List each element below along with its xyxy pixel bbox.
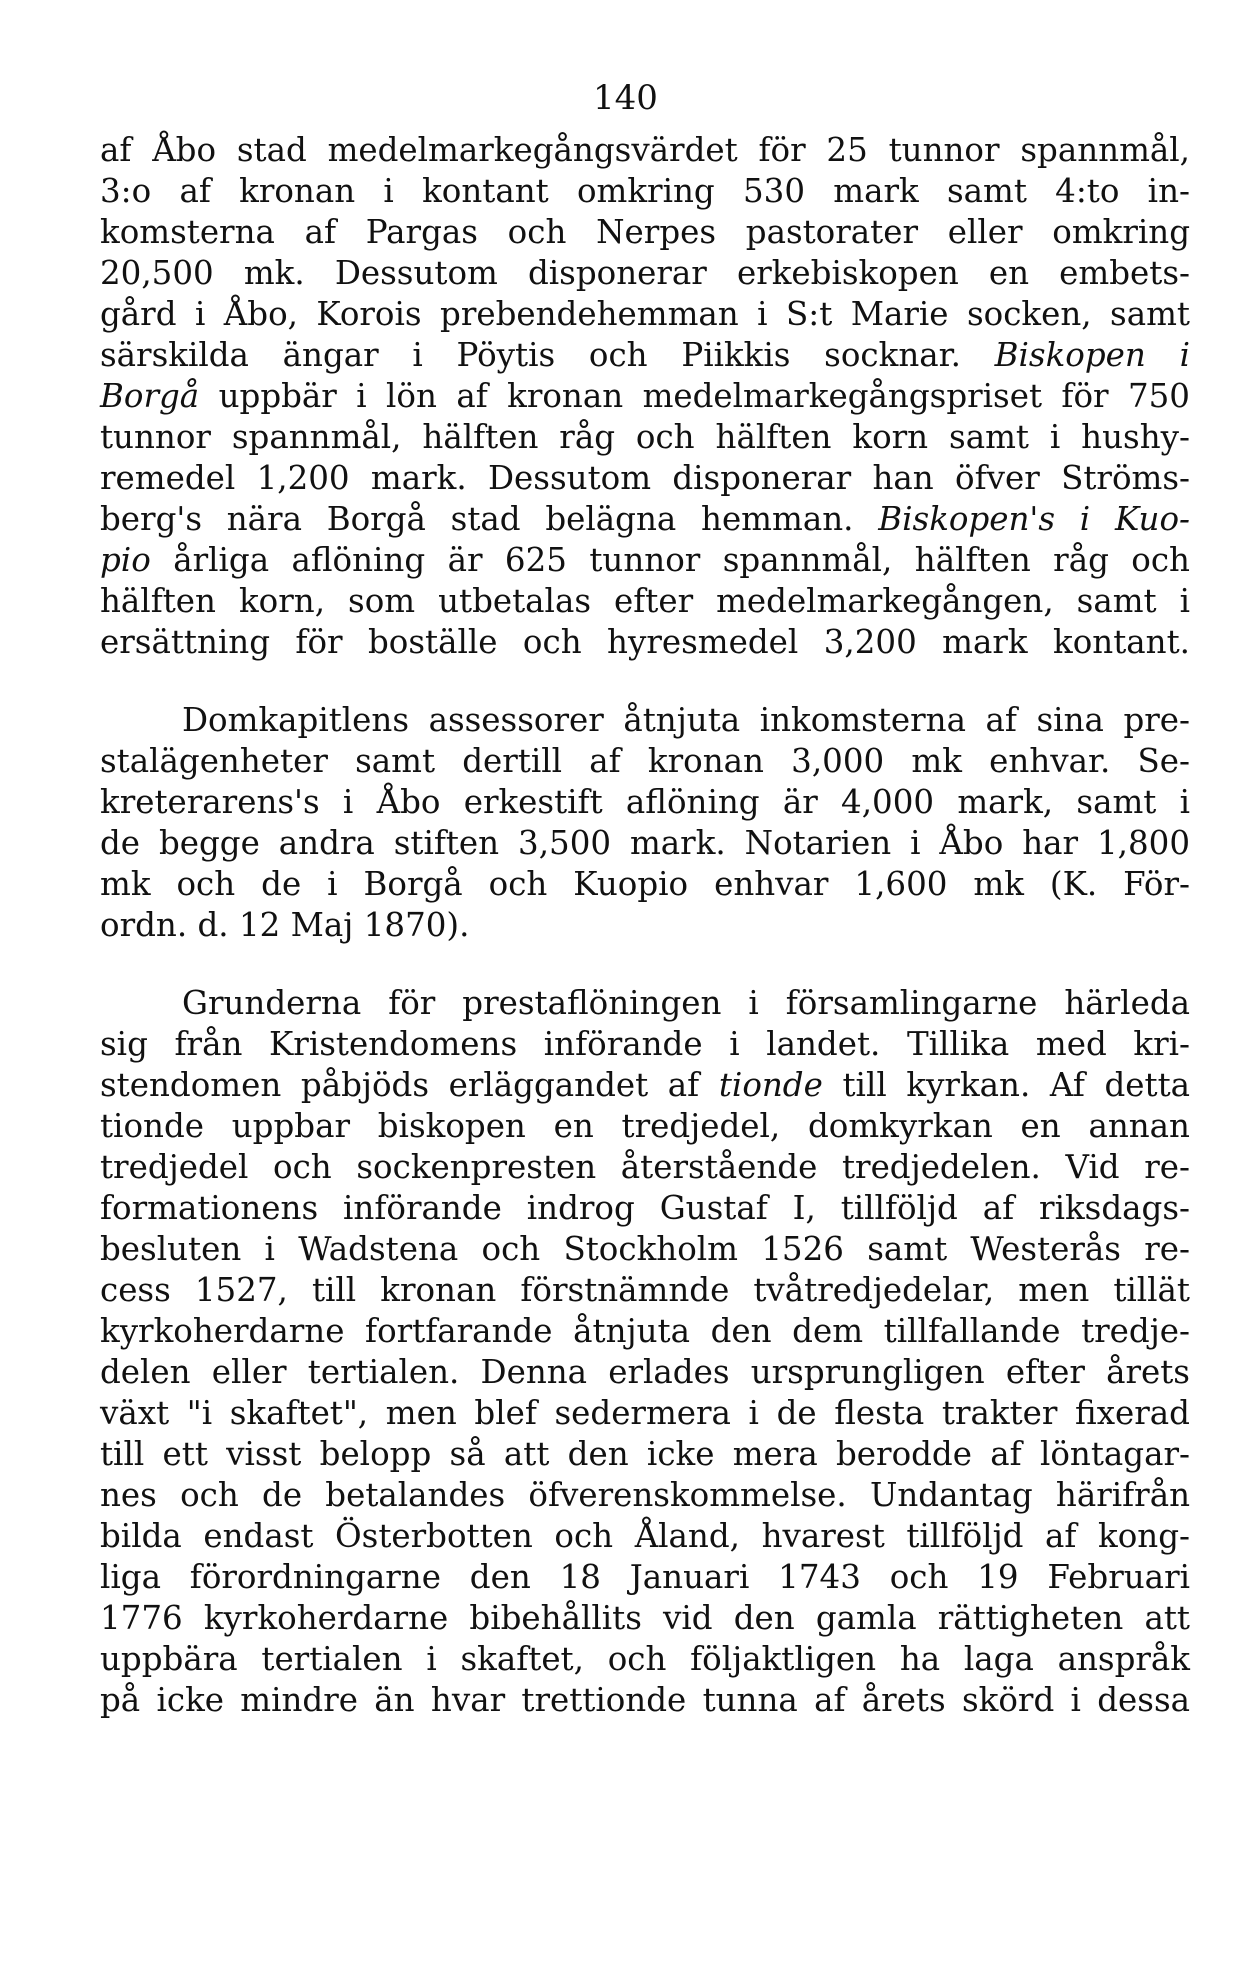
text-line: nes och de betalandes öfverenskommelse. Undantag härifrån [100, 1476, 1190, 1514]
text-line: liga förordningarne den 18 Januari 1743 och 19 Februari [100, 1558, 1190, 1596]
text-line: besluten i Wadstena och Stockholm 1526 samt Westerås re- [100, 1230, 1190, 1268]
text-line: komsterna af Pargas och Nerpes pastorater eller omkring [100, 213, 1190, 251]
text-line [100, 497, 1190, 541]
text-line: remedel 1,200 mark. Dessutom disponerar han öfver Ströms- [100, 459, 1190, 497]
italic-term: Biskopen i [994, 336, 1190, 374]
text-line: cess 1527, till kronan förstnämnde tvåtredjedelar, men tillät [100, 1271, 1190, 1309]
text-line [100, 538, 1190, 582]
text-run: stendomen påbjöds erläggandet af [100, 1066, 700, 1104]
page-number: 140 [593, 78, 658, 118]
text-run: till kyrkan. Af detta [842, 1066, 1191, 1104]
text-run: berg's nära Borgå stad belägna hemman. [100, 500, 854, 538]
text-line: på icke mindre än hvar trettionde tunna af årets skörd i dessa [100, 1681, 1190, 1719]
text-line [100, 374, 1190, 418]
italic-term: Borgå [100, 377, 200, 415]
italic-term: pio [100, 541, 151, 579]
text-line: de begge andra stiften 3,500 mark. Notarien i Åbo har 1,800 [100, 824, 1190, 862]
text-run: årliga aflöning är 625 tunnor spannmål, hälften råg och [173, 541, 1190, 579]
text-line [100, 333, 1190, 377]
text-line: kreterarens's i Åbo erkestift aflöning är 4,000 mark, samt i [100, 783, 1190, 821]
text-line: af Åbo stad medelmarkegångsvärdet för 25 tunnor spannmål, [100, 131, 1190, 169]
text-line: stalägenheter samt dertill af kronan 3,000 mk enhvar. Se- [100, 742, 1190, 780]
italic-term: Biskopen's i Kuo- [878, 500, 1190, 538]
text-line: formationens införande indrog Gustaf I, tillföljd af riksdags- [100, 1189, 1190, 1227]
text-line: 3:o af kronan i kontant omkring 530 mark samt 4:to in- [100, 172, 1190, 210]
text-line: Domkapitlens assessorer åtnjuta inkomsterna af sina pre- [182, 701, 1190, 739]
text-line: tredjedel och sockenpresten återstående tredjedelen. Vid re- [100, 1148, 1190, 1186]
text-line [100, 1063, 1190, 1107]
text-line: mk och de i Borgå och Kuopio enhvar 1,600 mk (K. För- [100, 865, 1190, 903]
text-line: hälften korn, som utbetalas efter medelmarkegången, samt i [100, 582, 1190, 620]
text-line: 1776 kyrkoherdarne bibehållits vid den gamla rättigheten att [100, 1599, 1190, 1637]
text-line: tionde uppbar biskopen en tredjedel, domkyrkan en annan [100, 1107, 1190, 1145]
text-line: sig från Kristendomens införande i landet. Tillika med kri- [100, 1025, 1190, 1063]
text-run: uppbär i lön af kronan medelmarkegångspriset för 750 [218, 377, 1190, 415]
text-line: delen eller tertialen. Denna erlades ursprungligen efter årets [100, 1353, 1190, 1391]
text-line: uppbära tertialen i skaftet, och följaktligen ha laga anspråk [100, 1640, 1190, 1678]
text-line: Grunderna för prestaflöningen i församlingarne härleda [182, 984, 1190, 1022]
text-line: 20,500 mk. Dessutom disponerar erkebiskopen en embets- [100, 254, 1190, 292]
text-line: kyrkoherdarne fortfarande åtnjuta den dem tillfallande tredje- [100, 1312, 1190, 1350]
text-line: gård i Åbo, Korois prebendehemman i S:t Marie socken, samt [100, 295, 1190, 333]
text-line: till ett visst belopp så att den icke mera berodde af löntagar- [100, 1435, 1190, 1473]
text-line: ordn. d. 12 Maj 1870). [100, 906, 470, 944]
text-line: ersättning för boställe och hyresmedel 3,200 mark kontant. [100, 623, 1190, 661]
text-run: särskilda ängar i Pöytis och Piikkis socknar. [100, 336, 961, 374]
text-line: tunnor spannmål, hälften råg och hälften korn samt i hushy- [100, 418, 1190, 456]
text-line: bilda endast Österbotten och Åland, hvarest tillföljd af kong- [100, 1517, 1190, 1555]
text-line: växt "i skaftet", men blef sedermera i de flesta trakter fixerad [100, 1394, 1190, 1432]
italic-term: tionde [718, 1066, 823, 1104]
